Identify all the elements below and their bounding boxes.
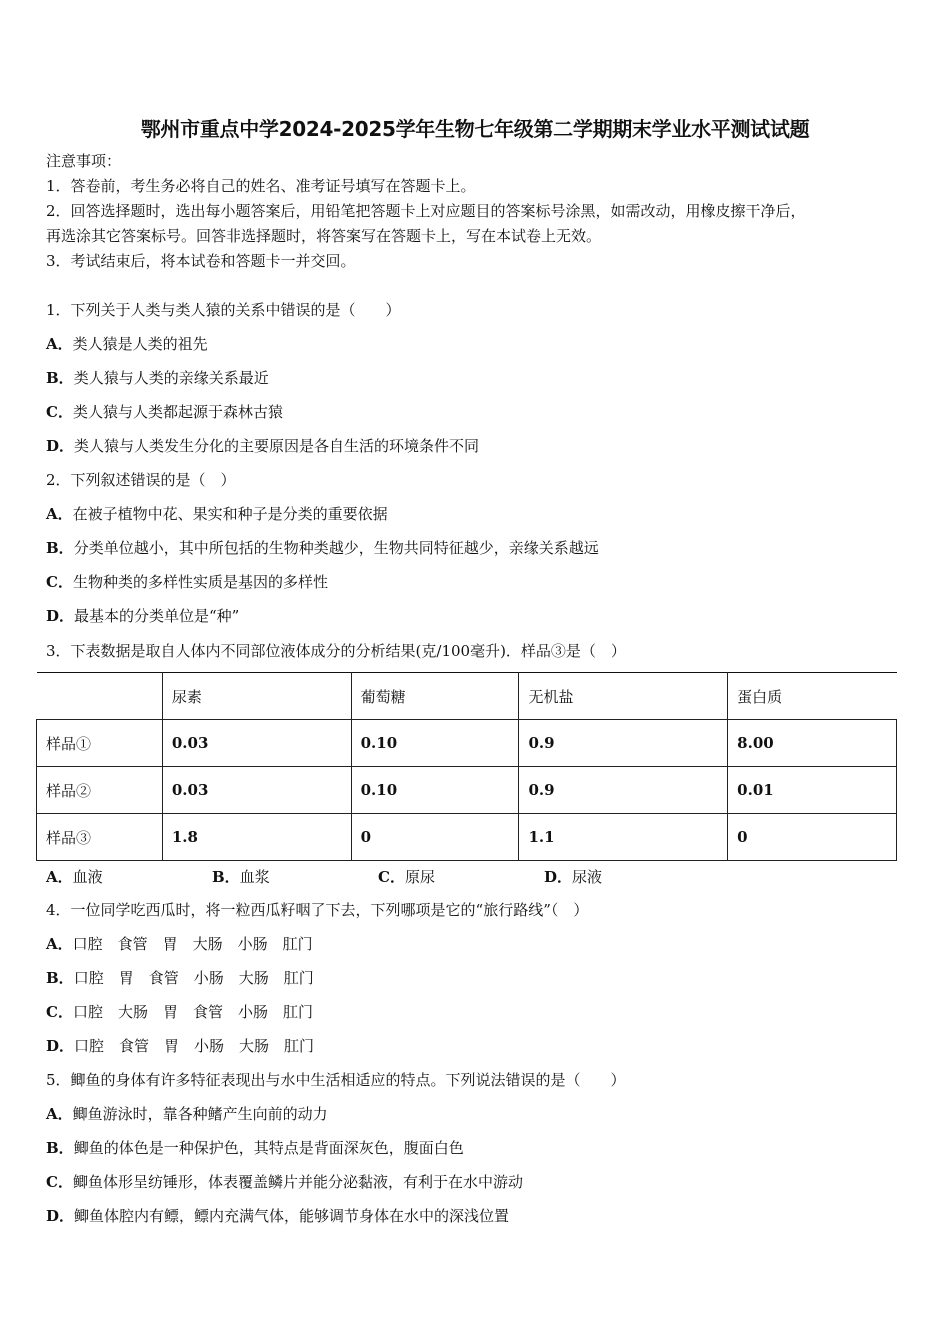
table-cell: 0.03 — [162, 720, 351, 767]
table-row — [37, 720, 897, 767]
table-header-cell: 葡萄糖 — [351, 673, 519, 720]
question-3-option-d: D．尿液 — [544, 868, 603, 886]
question-3-option-c: C．原尿 — [378, 868, 435, 886]
fluid-analysis-table — [36, 672, 897, 861]
table-cell: 1.1 — [519, 814, 728, 861]
question-1-option-a: A．类人猿是人类的祖先 — [46, 335, 208, 353]
question-5-stem: 5．鲫鱼的身体有许多特征表现出与水中生活相适应的特点。下列说法错误的是（ ） — [46, 1071, 626, 1089]
question-3-options — [46, 866, 710, 887]
question-4-option-a: A．口腔 食管 胃 大肠 小肠 肛门 — [46, 935, 313, 953]
table-header-cell: 蛋白质 — [728, 673, 897, 720]
table-row — [37, 767, 897, 814]
note-item-1: 1．答卷前，考生务必将自己的姓名、准考证号填写在答题卡上。 — [46, 177, 476, 195]
question-5-option-c: C．鲫鱼体形呈纺锤形，体表覆盖鳞片并能分泌黏液，有利于在水中游动 — [46, 1173, 523, 1191]
question-2-option-d: D．最基本的分类单位是“种” — [46, 607, 240, 625]
question-2-option-c: C．生物种类的多样性实质是基因的多样性 — [46, 573, 328, 591]
table-cell: 样品① — [37, 720, 163, 767]
note-item-3: 3．考试结束后，将本试卷和答题卡一并交回。 — [46, 252, 356, 270]
table-cell: 0.01 — [728, 767, 897, 814]
table-cell: 0.03 — [162, 767, 351, 814]
question-5-option-a: A．鲫鱼游泳时，靠各种鳍产生向前的动力 — [46, 1105, 328, 1123]
question-2-option-b: B．分类单位越小，其中所包括的生物种类越少，生物共同特征越少，亲缘关系越远 — [46, 539, 599, 557]
note-item-2: 2．回答选择题时，选出每小题答案后，用铅笔把答题卡上对应题目的答案标号涂黑，如需改动，用橡皮擦干净后， — [46, 202, 806, 220]
note-item-2-cont: 再选涂其它答案标号。回答非选择题时，将答案写在答题卡上，写在本试卷上无效。 — [46, 227, 602, 245]
table-cell: 样品② — [37, 767, 163, 814]
question-3-option-b: B．血浆 — [212, 868, 270, 886]
table-cell: 0.9 — [519, 720, 728, 767]
question-1-option-d: D．类人猿与人类发生分化的主要原因是各自生活的环境条件不同 — [46, 437, 480, 455]
table-row — [37, 814, 897, 861]
notes-heading: 注意事项： — [46, 152, 122, 170]
table-header-cell: 无机盐 — [519, 673, 728, 720]
table-cell: 0 — [351, 814, 519, 861]
question-4-option-d: D．口腔 食管 胃 小肠 大肠 肛门 — [46, 1037, 315, 1055]
table-cell: 样品③ — [37, 814, 163, 861]
question-1-option-b: B．类人猿与人类的亲缘关系最近 — [46, 369, 269, 387]
table-cell: 0 — [728, 814, 897, 861]
question-3-option-a: A．血液 — [46, 868, 103, 886]
question-1-option-c: C．类人猿与人类都起源于森林古猿 — [46, 403, 283, 421]
table-cell: 0.10 — [351, 767, 519, 814]
question-4-option-c: C．口腔 大肠 胃 食管 小肠 肛门 — [46, 1003, 313, 1021]
question-4-stem: 4．一位同学吃西瓜时，将一粒西瓜籽咽了下去，下列哪项是它的“旅行路线”（ ） — [46, 901, 589, 919]
table-cell: 0.10 — [351, 720, 519, 767]
question-4-option-b: B．口腔 胃 食管 小肠 大肠 肛门 — [46, 969, 314, 987]
question-5-option-d: D．鲫鱼体腔内有鳔，鳔内充满气体，能够调节身体在水中的深浅位置 — [46, 1207, 510, 1225]
question-1-stem: 1．下列关于人类与类人猿的关系中错误的是（ ） — [46, 301, 401, 319]
table-cell: 0.9 — [519, 767, 728, 814]
question-2-stem: 2．下列叙述错误的是（ ） — [46, 471, 236, 489]
table-header-cell — [37, 673, 163, 720]
question-2-option-a: A．在被子植物中花、果实和种子是分类的重要依据 — [46, 505, 388, 523]
table-header-row — [37, 673, 897, 720]
question-5-option-b: B．鲫鱼的体色是一种保护色，其特点是背面深灰色，腹面白色 — [46, 1139, 464, 1157]
table-cell: 1.8 — [162, 814, 351, 861]
table-cell: 8.00 — [728, 720, 897, 767]
table-header-cell: 尿素 — [162, 673, 351, 720]
page-title: 鄂州市重点中学2024-2025学年生物七年级第二学期期末学业水平测试试题 — [140, 117, 810, 141]
question-3-stem: 3．下表数据是取自人体内不同部位液体成分的分析结果(克/100毫升)．样品③是（ ） — [46, 642, 626, 660]
